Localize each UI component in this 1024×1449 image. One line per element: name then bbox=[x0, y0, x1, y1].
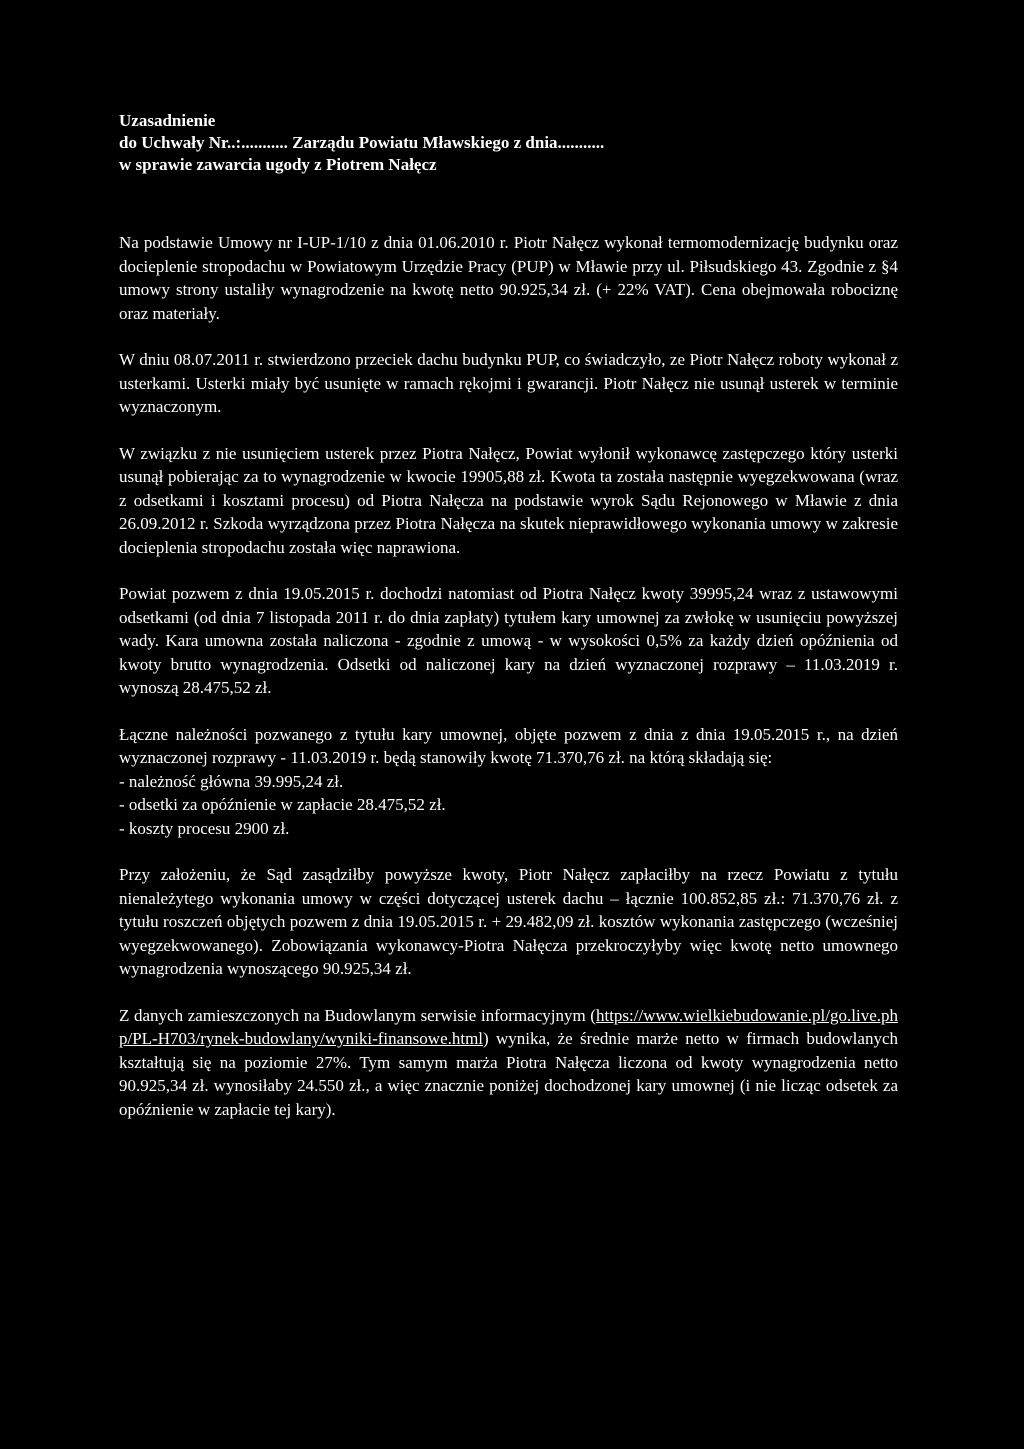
list-item: - koszty procesu 2900 zł. bbox=[119, 818, 290, 838]
source-link[interactable]: https://www.wielkiebudowanie.pl/go.live.php/PL-H703/rynek-budowlany/wyniki-finansowe.html bbox=[119, 1005, 898, 1048]
list-item: - należność główna 39.995,24 zł. bbox=[119, 771, 344, 791]
document-header bbox=[119, 110, 898, 176]
paragraph-substitute-contractor: W związku z nie usunięciem usterek przez Piotra Nałęcz, Powiat wyłonił wykonawcę zastępczego który usterki usunął pobierając za to wynagrodzenie w kwocie 19905,88 zł. Kwota ta została następnie wyegzekwowana (wraz z odsetkami i kosztami procesu) od Piotra Nałęcza na podstawie wyrok Sądu Rejonowego w Mławie z dnia 26.09.2012 r. Szkoda wyrządzona przez Piotra Nałęcza na skutek nieprawidłowego wykonania umowy w zakresie docieplenia stropodachu została więc naprawiona. bbox=[119, 443, 898, 557]
paragraph-total-claims: Łączne należności pozwanego z tytułu kary umownej, objęte pozwem z dnia z dnia 19.05.2015 r., na dzień wyznaczonej rozprawy - 11.03.2019 r. będą stanowiły kwotę 71.370,76 zł. na którą składają się: bbox=[119, 724, 898, 767]
header-title: Uzasadnienie bbox=[119, 111, 216, 130]
header-resolution-line: do Uchwały Nr..:........... Zarządu Powiatu Mławskiego z dnia........... bbox=[119, 133, 605, 152]
document-body bbox=[119, 110, 898, 1144]
header-subject-line: w sprawie zawarcia ugody z Piotrem Nałęcz bbox=[119, 155, 437, 174]
claims-list bbox=[119, 770, 898, 841]
paragraph-lawsuit: Powiat pozwem z dnia 19.05.2015 r. dochodzi natomiast od Piotra Nałęcz kwoty 39995,24 wraz z ustawowymi odsetkami (od dnia 7 listopada 2011 r. do dnia zapłaty) tytułem kary umownej za zwłokę w usunięciu powyższej wady. Kara umowna została naliczona - zgodnie z umową - w wysokości 0,5% za każdy dzień opóźnienia od kwoty brutto wynagrodzenia. Odsetki od naliczonej kary na dzień wyznaczonej rozprawy – 11.03.2019 r. wynoszą 28.475,52 zł. bbox=[119, 584, 898, 697]
paragraph-assumption: Przy założeniu, że Sąd zasądziłby powyższe kwoty, Piotr Nałęcz zapłaciłby na rzecz Powiatu z tytułu nienależytego wykonania umowy w części dotyczącej usterek dachu – łącznie 100.852,85 zł.: 71.370,76 zł. z tytułu roszczeń objętych pozwem z dnia 19.05.2015 r. + 29.482,09 zł. kosztów wykonania zastępczego (wcześniej wyegzekwowanego). Zobowiązania wykonawcy-Piotra Nałęcza przekroczyłyby więc kwotę netto umownego wynagrodzenia wynoszącego 90.925,34 zł. bbox=[119, 865, 898, 978]
paragraph-margins-start: Z danych zamieszczonych na Budowlanym serwisie informacyjnym ( bbox=[119, 1005, 596, 1025]
paragraph-leak: W dniu 08.07.2011 r. stwierdzono przeciek dachu budynku PUP, co świadczyło, ze Piotr Nałęcz roboty wykonał z usterkami. Usterki miały być usunięte w ramach rękojmi i gwarancji. Piotr Nałęcz nie usunął usterek w terminie wyznaczonym. bbox=[119, 350, 898, 416]
paragraph-margins bbox=[119, 1004, 898, 1122]
list-item: - odsetki za opóźnienie w zapłacie 28.475,52 zł. bbox=[119, 795, 446, 814]
paragraph-margins-end: ) wynika, że średnie marże netto w firmach budowlanych kształtują się na poziomie 27%. Tym samym marża Piotra Nałęcza liczona od kwoty wynagrodzenia netto 90.925,34 zł. wynosiłaby 24.550 zł., a więc znacznie poniżej dochodzonej kary umownej (i nie licząc odsetek za opóźnienie w zapłacie tej kary). bbox=[119, 1029, 898, 1119]
paragraph-contract: Na podstawie Umowy nr I-UP-1/10 z dnia 01.06.2010 r. Piotr Nałęcz wykonał termomodernizację budynku oraz docieplenie stropodachu w Powiatowym Urzędzie Pracy (PUP) w Mławie przy ul. Piłsudskiego 43. Zgodnie z §4 umowy strony ustaliły wynagrodzenie na kwotę netto 90.925,34 zł. (+ 22% VAT). Cena obejmowała robociznę oraz materiały. bbox=[119, 233, 898, 323]
